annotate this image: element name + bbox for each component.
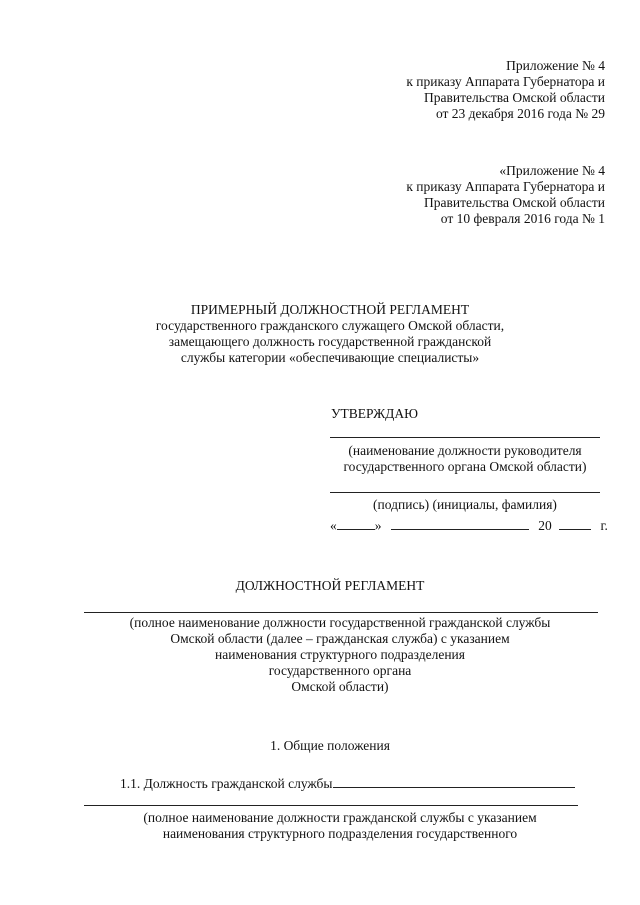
section-1-hint-line: (полное наименование должности гражданской службы с указанием <box>143 810 537 825</box>
position-name-blank <box>333 774 575 788</box>
position-hint-line: (наименование должности руководителя <box>348 443 582 458</box>
title-subline: замещающего должность государственной гражданской <box>168 334 492 349</box>
position-blank-line <box>330 437 600 438</box>
appendix-current <box>406 58 605 122</box>
appendix-previous-line: Правительства Омской области <box>424 195 605 210</box>
appendix-current-line: Правительства Омской области <box>424 90 605 105</box>
section-1-blank-line <box>84 805 578 806</box>
appendix-previous-line: от 10 февраля 2016 года № 1 <box>440 211 605 226</box>
day-blank <box>337 516 375 530</box>
position-hint <box>320 443 610 475</box>
approval-date-line <box>330 516 608 534</box>
document-title: ПРИМЕРНЫЙ ДОЛЖНОСТНОЙ РЕГЛАМЕНТ <box>190 302 470 317</box>
regulation-hint-line: (полное наименование должности государственной гражданской службы <box>129 615 551 630</box>
position-hint-line: государственного органа Омской области) <box>343 459 587 474</box>
appendix-current-line: Приложение № 4 <box>506 58 605 73</box>
regulation-hint <box>70 615 610 695</box>
date-open-quote: « <box>330 518 337 533</box>
regulation-blank-line <box>84 612 598 613</box>
appendix-previous-line: к приказу Аппарата Губернатора и <box>406 179 605 194</box>
signature-hint: (подпись) (инициалы, фамилия) <box>373 497 557 512</box>
appendix-previous <box>406 163 605 227</box>
date-close-quote: » <box>374 518 382 533</box>
appendix-current-line: от 23 декабря 2016 года № 29 <box>435 106 605 121</box>
regulation-hint-line: государственного органа <box>268 663 412 678</box>
section-1-hint-line: наименования структурного подразделения государственного <box>162 826 518 841</box>
appendix-current-line: к приказу Аппарата Губернатора и <box>406 74 605 89</box>
title-subline: государственного гражданского служащего Омской области, <box>155 318 505 333</box>
year-prefix: 20 <box>538 518 552 533</box>
section-1-hint <box>70 810 610 842</box>
title-subline: службы категории «обеспечивающие специалисты» <box>180 350 480 365</box>
title-block <box>120 302 540 366</box>
item-1-1-text: 1.1. Должность гражданской службы <box>120 776 333 791</box>
section-1-heading: 1. Общие положения <box>270 738 390 753</box>
item-1-1 <box>120 774 575 792</box>
regulation-heading: ДОЛЖНОСТНОЙ РЕГЛАМЕНТ <box>235 578 425 593</box>
regulation-hint-line: Омской области) <box>291 679 389 694</box>
regulation-hint-line: Омской области (далее – гражданская служба) с указанием <box>170 631 510 646</box>
signature-blank-line <box>330 492 600 493</box>
month-blank <box>391 516 529 530</box>
appendix-previous-line: «Приложение № 4 <box>499 163 605 178</box>
approval-heading: УТВЕРЖДАЮ <box>331 406 419 421</box>
year-suffix: г. <box>600 518 608 533</box>
year-blank <box>559 516 591 530</box>
regulation-hint-line: наименования структурного подразделения <box>215 647 465 662</box>
